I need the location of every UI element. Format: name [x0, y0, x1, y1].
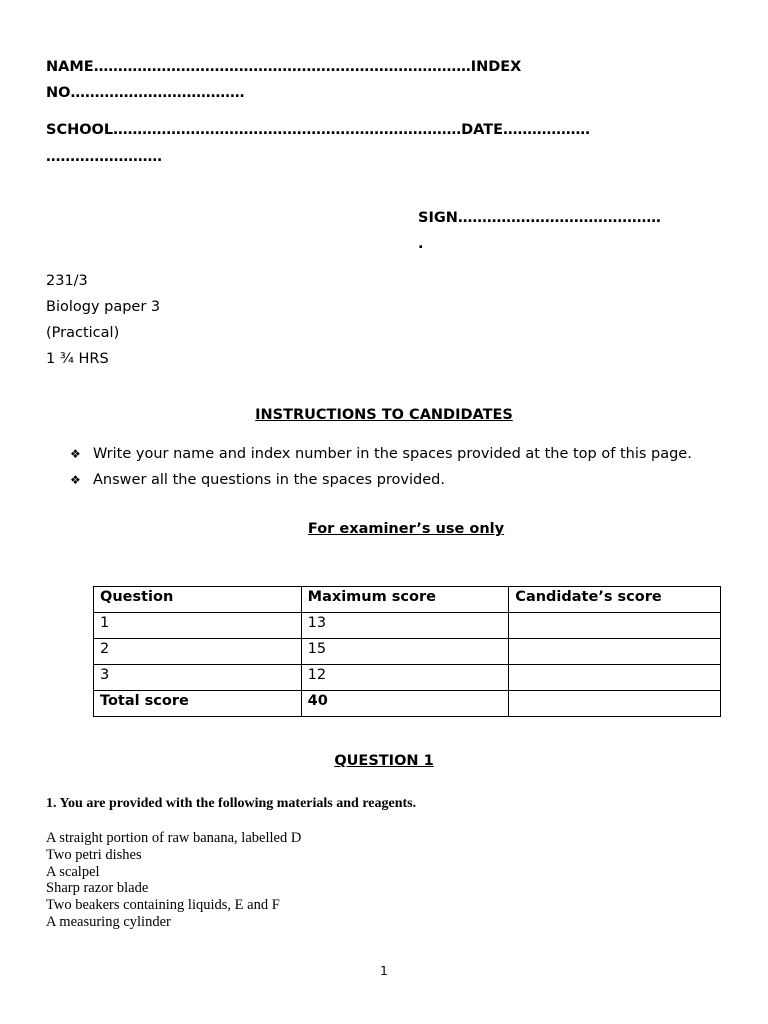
table-row [94, 613, 721, 639]
paper-meta [46, 268, 160, 372]
paper-type: (Practical) [46, 325, 120, 341]
total-row [94, 691, 721, 717]
table-row [94, 639, 721, 665]
total-label-cell: Total score [94, 691, 302, 717]
table-header-row [94, 587, 721, 613]
index-number-field: NO……………………………… [46, 85, 245, 101]
column-header: Maximum score [301, 587, 509, 613]
max-score-cell: 13 [301, 613, 509, 639]
material-item: Two petri dishes [46, 846, 142, 863]
candidate-score-cell[interactable] [509, 639, 721, 665]
column-header: Candidate’s score [509, 587, 721, 613]
total-candidate-cell[interactable] [509, 691, 721, 717]
materials-list [46, 830, 301, 931]
instructions-list [70, 442, 700, 493]
instruction-item [70, 468, 700, 494]
question-cell: 1 [94, 613, 302, 639]
material-item: A straight portion of raw banana, labelled D [46, 830, 302, 846]
score-table [93, 586, 721, 717]
max-score-cell: 15 [301, 639, 509, 665]
material-item: Two beakers containing liquids, E and F [46, 897, 280, 914]
paper-title: Biology paper 3 [46, 299, 161, 315]
material-item: Sharp razor blade [46, 880, 149, 897]
page-number: 1 [380, 964, 388, 978]
instruction-text: Answer all the questions in the spaces provided. [93, 471, 445, 488]
material-item: A scalpel [46, 863, 100, 880]
question-cell: 3 [94, 665, 302, 691]
question-cell: 2 [94, 639, 302, 665]
instruction-item [70, 442, 700, 468]
material-item: A measuring cylinder [46, 913, 171, 930]
paper-code: 231/3 [46, 273, 88, 289]
instructions-heading: INSTRUCTIONS TO CANDIDATES [255, 407, 513, 423]
table-row [94, 665, 721, 691]
sign-field: SIGN…………………………………… [418, 210, 661, 226]
examiner-heading: For examiner’s use only [307, 521, 505, 537]
school-date-field: SCHOOL………………………………………………………………DATE……………… [46, 122, 591, 138]
paper-duration: 1 ¾ HRS [46, 351, 109, 367]
name-index-field: NAME……………………………………………………………………INDEX [46, 59, 522, 75]
instruction-text: Write your name and index number in the spaces provided at the top of this page. [93, 446, 692, 462]
question-1-prompt: 1. You are provided with the following materials and reagents. [46, 796, 417, 811]
sign-field-continued: . [418, 236, 424, 252]
question-1-heading: QUESTION 1 [334, 753, 434, 769]
diamond-bullet-icon: ❖ [70, 472, 81, 487]
candidate-score-cell[interactable] [509, 613, 721, 639]
max-score-cell: 12 [301, 665, 509, 691]
column-header: Question [94, 587, 302, 613]
total-max-cell: 40 [301, 691, 509, 717]
diamond-bullet-icon: ❖ [70, 447, 81, 461]
date-field-continued: …………………… [46, 149, 162, 165]
candidate-score-cell[interactable] [509, 665, 721, 691]
